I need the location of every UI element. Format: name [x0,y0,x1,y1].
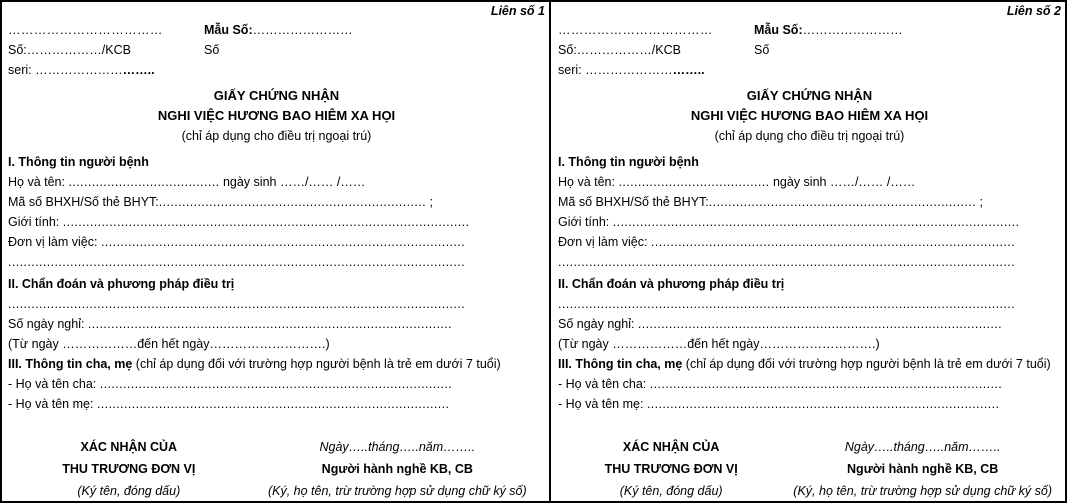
insurance-code-label: Mã số BHXH/Số thẻ BHYT: [8,195,159,209]
copy-label: Liên số 2 [1006,4,1061,18]
mother-name-fill-dots: ........................................................................................... [646,397,1000,411]
workplace-label: Đơn vị làm việc: [558,235,651,249]
section2-heading: II. Chẩn đoán và phương pháp điều trị [558,277,785,291]
section2-heading: II. Chẩn đoán và phương pháp điều trị [8,277,235,291]
leave-days-fill-dots: .............................................................................................. [87,317,452,331]
document-number-line [8,40,545,60]
section3-heading [8,354,545,374]
practitioner-label: Người hành nghề KB, CB [847,462,999,476]
form-number-label: Mẫu Số: [754,23,803,37]
form-subtitle: NGHI VIỆC HƯƠNG BAO HIÊM XA HỌI [157,108,396,123]
number-label: Số [754,43,770,57]
employer-confirmation-label: XÁC NHẬN CỦA [80,440,178,454]
form-number-fill-dots: …………………… [802,23,903,37]
mother-name-label: - Họ và tên mẹ: [8,397,97,411]
patient-name-line [558,172,1061,192]
insurance-code-line [558,192,1061,212]
mother-name-line [8,394,545,414]
serial-label: seri: [8,63,36,77]
patient-name-line [8,172,545,192]
workplace-line [558,232,1061,252]
employer-head-label: THU TRƯƠNG ĐƠN VỊ [604,462,738,476]
insurance-code-suffix: ; [976,195,983,209]
form-subtitle: NGHI VIỆC HƯƠNG BAO HIÊM XA HỌI [690,108,929,123]
gender-fill-dots: ......................................................................................................... [62,215,470,229]
leave-range-line: (Từ ngày ………………đến hết ngày……………………….) [8,337,330,351]
serial-fill-dots-bold: …….. [672,63,705,77]
leave-days-line [558,314,1061,334]
workplace-label: Đơn vị làm việc: [8,235,101,249]
employer-sign-note: (Ký tên, đóng dấu) [619,484,723,498]
serial-line [558,60,1061,80]
birth-date-label: ngày sinh ……/…… /…… [219,175,366,189]
serial-fill-dots: ………………… [585,63,673,77]
signature-employer-column [558,436,784,501]
workplace-continuation-dots: ...................................................................................................................... [558,255,1016,269]
gender-line [8,212,545,232]
mother-name-label: - Họ và tên mẹ: [558,397,647,411]
father-name-fill-dots: ........................................................................................... [649,377,1003,391]
issuer-fill-dots: ……………………………… [8,23,163,37]
patient-name-label: Họ và tên: [558,175,619,189]
issuer-fill-dots: ……………………………… [558,23,713,37]
patient-name-fill-dots: ....................................... [68,175,220,189]
serial-fill-dots: ………………… [35,63,123,77]
mother-name-line [558,394,1061,414]
diagnosis-fill-line [558,294,1061,314]
patient-name-fill-dots: ....................................... [618,175,770,189]
practitioner-sign-note: (Ký, họ tên, trừ trường hợp sử dụng chữ ký số) [267,484,527,498]
employer-sign-note: (Ký tên, đóng dấu) [77,484,181,498]
employer-confirmation-label: XÁC NHẬN CỦA [622,440,720,454]
section3-heading-title: III. Thông tin cha, mẹ [8,357,133,371]
form-number-fill-dots: …………………… [252,23,353,37]
workplace-fill-dots: .............................................................................................. [100,235,466,249]
section3-heading-note: (chỉ áp dụng đối với trường hợp người bệnh là trẻ em dưới 7 tuổi) [682,357,1051,371]
title-block [8,86,545,146]
section1-heading: I. Thông tin người bệnh [558,155,699,169]
father-name-label: - Họ và tên cha: [558,377,650,391]
insurance-code-fill-dots: ..................................................................... [158,195,426,209]
title-block [558,86,1061,146]
leave-days-line [8,314,545,334]
gender-label: Giới tính: [558,215,613,229]
insurance-code-fill-dots: ..................................................................... [708,195,976,209]
practitioner-label: Người hành nghề KB, CB [321,462,473,476]
form-copy-2 [549,2,1065,501]
diagnosis-fill-dots: ...................................................................................................................... [8,297,466,311]
serial-fill-dots-bold: …….. [122,63,155,77]
workplace-continuation-line [558,252,1061,272]
gender-fill-dots: ......................................................................................................... [612,215,1020,229]
number-label: Số [204,43,220,57]
workplace-line [8,232,545,252]
signature-practitioner-column [784,436,1061,501]
form-number-field [204,20,353,40]
gender-label: Giới tính: [8,215,63,229]
father-name-label: - Họ và tên cha: [8,377,100,391]
kcb-number-field: Số:………………/KCB [8,43,131,57]
father-name-line [8,374,545,394]
serial-label: seri: [558,63,586,77]
section1-heading: I. Thông tin người bệnh [8,155,149,169]
gender-line [558,212,1061,232]
serial-line [8,60,545,80]
father-name-line [558,374,1061,394]
employer-head-label: THU TRƯƠNG ĐƠN VỊ [62,462,196,476]
mother-name-fill-dots: ........................................................................................... [96,397,450,411]
practitioner-sign-note: (Ký, họ tên, trừ trường hợp sử dụng chữ ký số) [793,484,1053,498]
scope-note: (chỉ áp dụng cho điều trị ngoại trú) [181,129,372,143]
leave-days-fill-dots: .............................................................................................. [637,317,1002,331]
section3-heading-note: (chỉ áp dụng đối với trường hợp người bệnh là trẻ em dưới 7 tuổi) [132,357,501,371]
patient-name-label: Họ và tên: [8,175,69,189]
issuer-line [558,20,1061,40]
workplace-fill-dots: .............................................................................................. [650,235,1016,249]
leave-days-label: Số ngày nghỉ: [8,317,88,331]
signature-block [8,436,545,501]
father-name-fill-dots: ........................................................................................... [99,377,453,391]
section3-heading-title: III. Thông tin cha, mẹ [558,357,683,371]
form-number-label: Mẫu Số: [204,23,253,37]
leave-range-line: (Từ ngày ………………đến hết ngày……………………….) [558,337,880,351]
signature-employer-column [8,436,250,501]
form-number-field [754,20,903,40]
insurance-code-line [8,192,545,212]
copy-label: Liên số 1 [490,4,545,18]
date-line: Ngày…..tháng…..năm…….. [844,440,1001,454]
signature-practitioner-column [250,436,545,501]
section3-heading [558,354,1061,374]
scope-note: (chỉ áp dụng cho điều trị ngoại trú) [714,129,905,143]
document-number-line [558,40,1061,60]
workplace-continuation-line [8,252,545,272]
diagnosis-fill-line [8,294,545,314]
form-title: GIẤY CHỨNG NHẬN [213,88,340,103]
form-copy-1 [2,2,549,501]
form-title: GIẤY CHỨNG NHẬN [746,88,873,103]
date-line: Ngày…..tháng…..năm…….. [319,440,476,454]
birth-date-label: ngày sinh ……/…… /…… [769,175,916,189]
diagnosis-fill-dots: ...................................................................................................................... [558,297,1016,311]
insurance-code-suffix: ; [426,195,433,209]
kcb-number-field: Số:………………/KCB [558,43,681,57]
issuer-line [8,20,545,40]
workplace-continuation-dots: ...................................................................................................................... [8,255,466,269]
leave-days-label: Số ngày nghỉ: [558,317,638,331]
insurance-code-label: Mã số BHXH/Số thẻ BHYT: [558,195,709,209]
signature-block [558,436,1061,501]
